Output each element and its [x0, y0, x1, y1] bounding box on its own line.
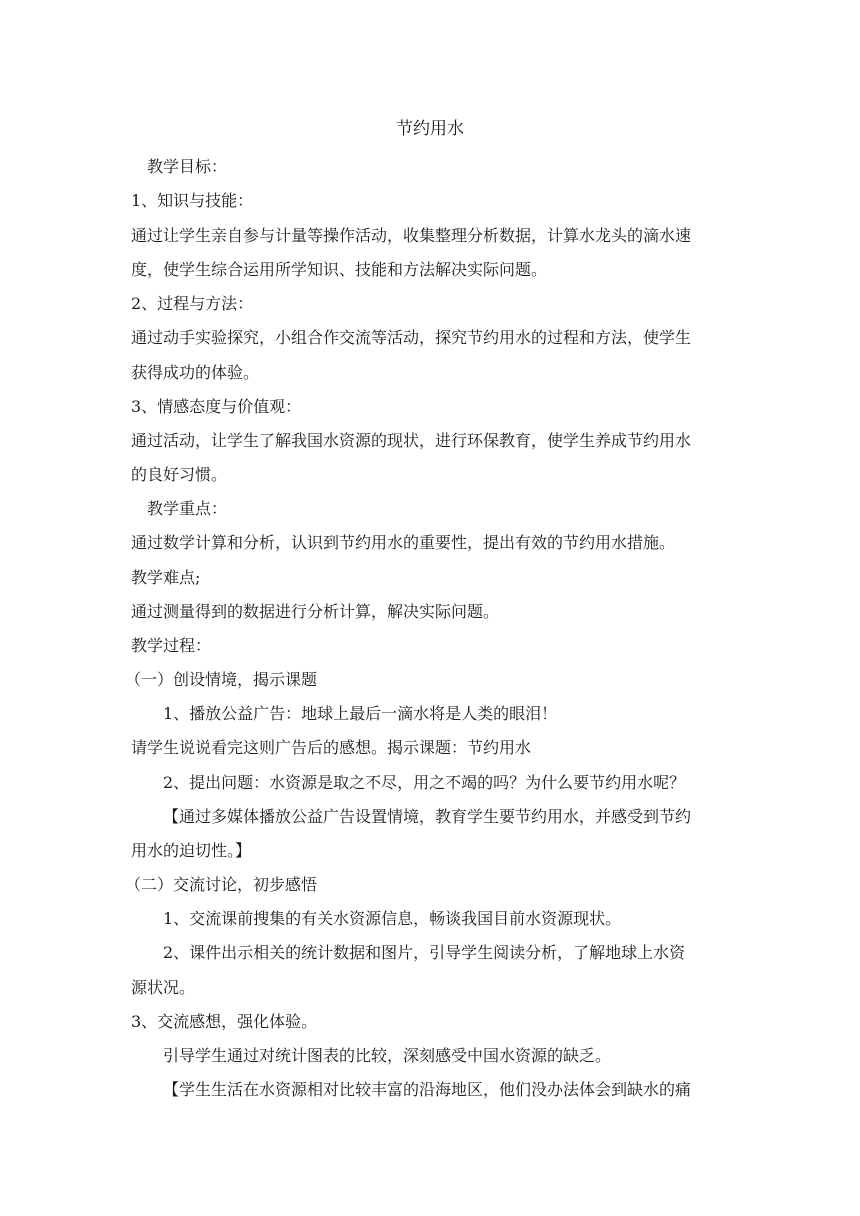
paragraph-line: 度，使学生综合运用所学知识、技能和方法解决实际问题。 [131, 260, 548, 279]
paragraph-line: 获得成功的体验。 [131, 363, 260, 382]
paragraph-line: 1、交流课前搜集的有关水资源信息，畅谈我国目前水资源现状。 [163, 909, 622, 928]
note-line: 【通过多媒体播放公益广告设置情境，教育学生要节约用水，并感受到节约 [163, 807, 692, 826]
paragraph-line: 通过让学生亲自参与计量等操作活动，收集整理分析数据，计算水龙头的滴水速 [131, 226, 692, 245]
note-line: 用水的迫切性。】 [131, 841, 252, 860]
part-heading-two: （二）交流讨论，初步感悟 [125, 875, 318, 894]
paragraph-line: 1、播放公益广告：地球上最后一滴水将是人类的眼泪！ [163, 704, 558, 723]
paragraph-line: 的良好习惯。 [131, 465, 228, 484]
section-heading-key-points: 教学重点： [147, 499, 228, 518]
section-heading-difficulties: 教学难点; [131, 568, 201, 587]
subheading-attitude: 3、情感态度与价值观： [131, 397, 302, 416]
paragraph-line: 请学生说说看完这则广告后的感想。揭示课题：节约用水 [131, 738, 532, 757]
paragraph-line: 通过活动，让学生了解我国水资源的现状，进行环保教育，使学生养成节约用水 [131, 431, 692, 450]
subheading-knowledge: 1、知识与技能： [131, 191, 254, 210]
section-heading-objectives: 教学目标： [147, 157, 228, 176]
paragraph-line: 引导学生通过对统计图表的比较，深刻感受中国水资源的缺乏。 [163, 1046, 612, 1065]
section-heading-process: 教学过程： [131, 636, 212, 655]
paragraph-line: 2、课件出示相关的统计数据和图片，引导学生阅读分析，了解地球上水资 [163, 943, 686, 962]
part-heading-one: （一）创设情境，揭示课题 [125, 670, 318, 689]
paragraph-line: 2、提出问题：水资源是取之不尽，用之不竭的吗？为什么要节约用水呢？ [163, 773, 686, 792]
document-title: 节约用水 [396, 119, 464, 139]
paragraph-line: 通过数学计算和分析，认识到节约用水的重要性，提出有效的节约用水措施。 [131, 533, 676, 552]
subheading-exchange: 3、交流感想，强化体验。 [131, 1012, 318, 1031]
paragraph-line: 源状况。 [131, 978, 196, 997]
paragraph-line: 通过动手实验探究，小组合作交流等活动，探究节约用水的过程和方法，使学生 [131, 328, 692, 347]
paragraph-line: 通过测量得到的数据进行分析计算，解决实际问题。 [131, 602, 500, 621]
note-line: 【学生生活在水资源相对比较丰富的沿海地区，他们没办法体会到缺水的痛 [163, 1080, 692, 1099]
subheading-process: 2、过程与方法： [131, 294, 254, 313]
